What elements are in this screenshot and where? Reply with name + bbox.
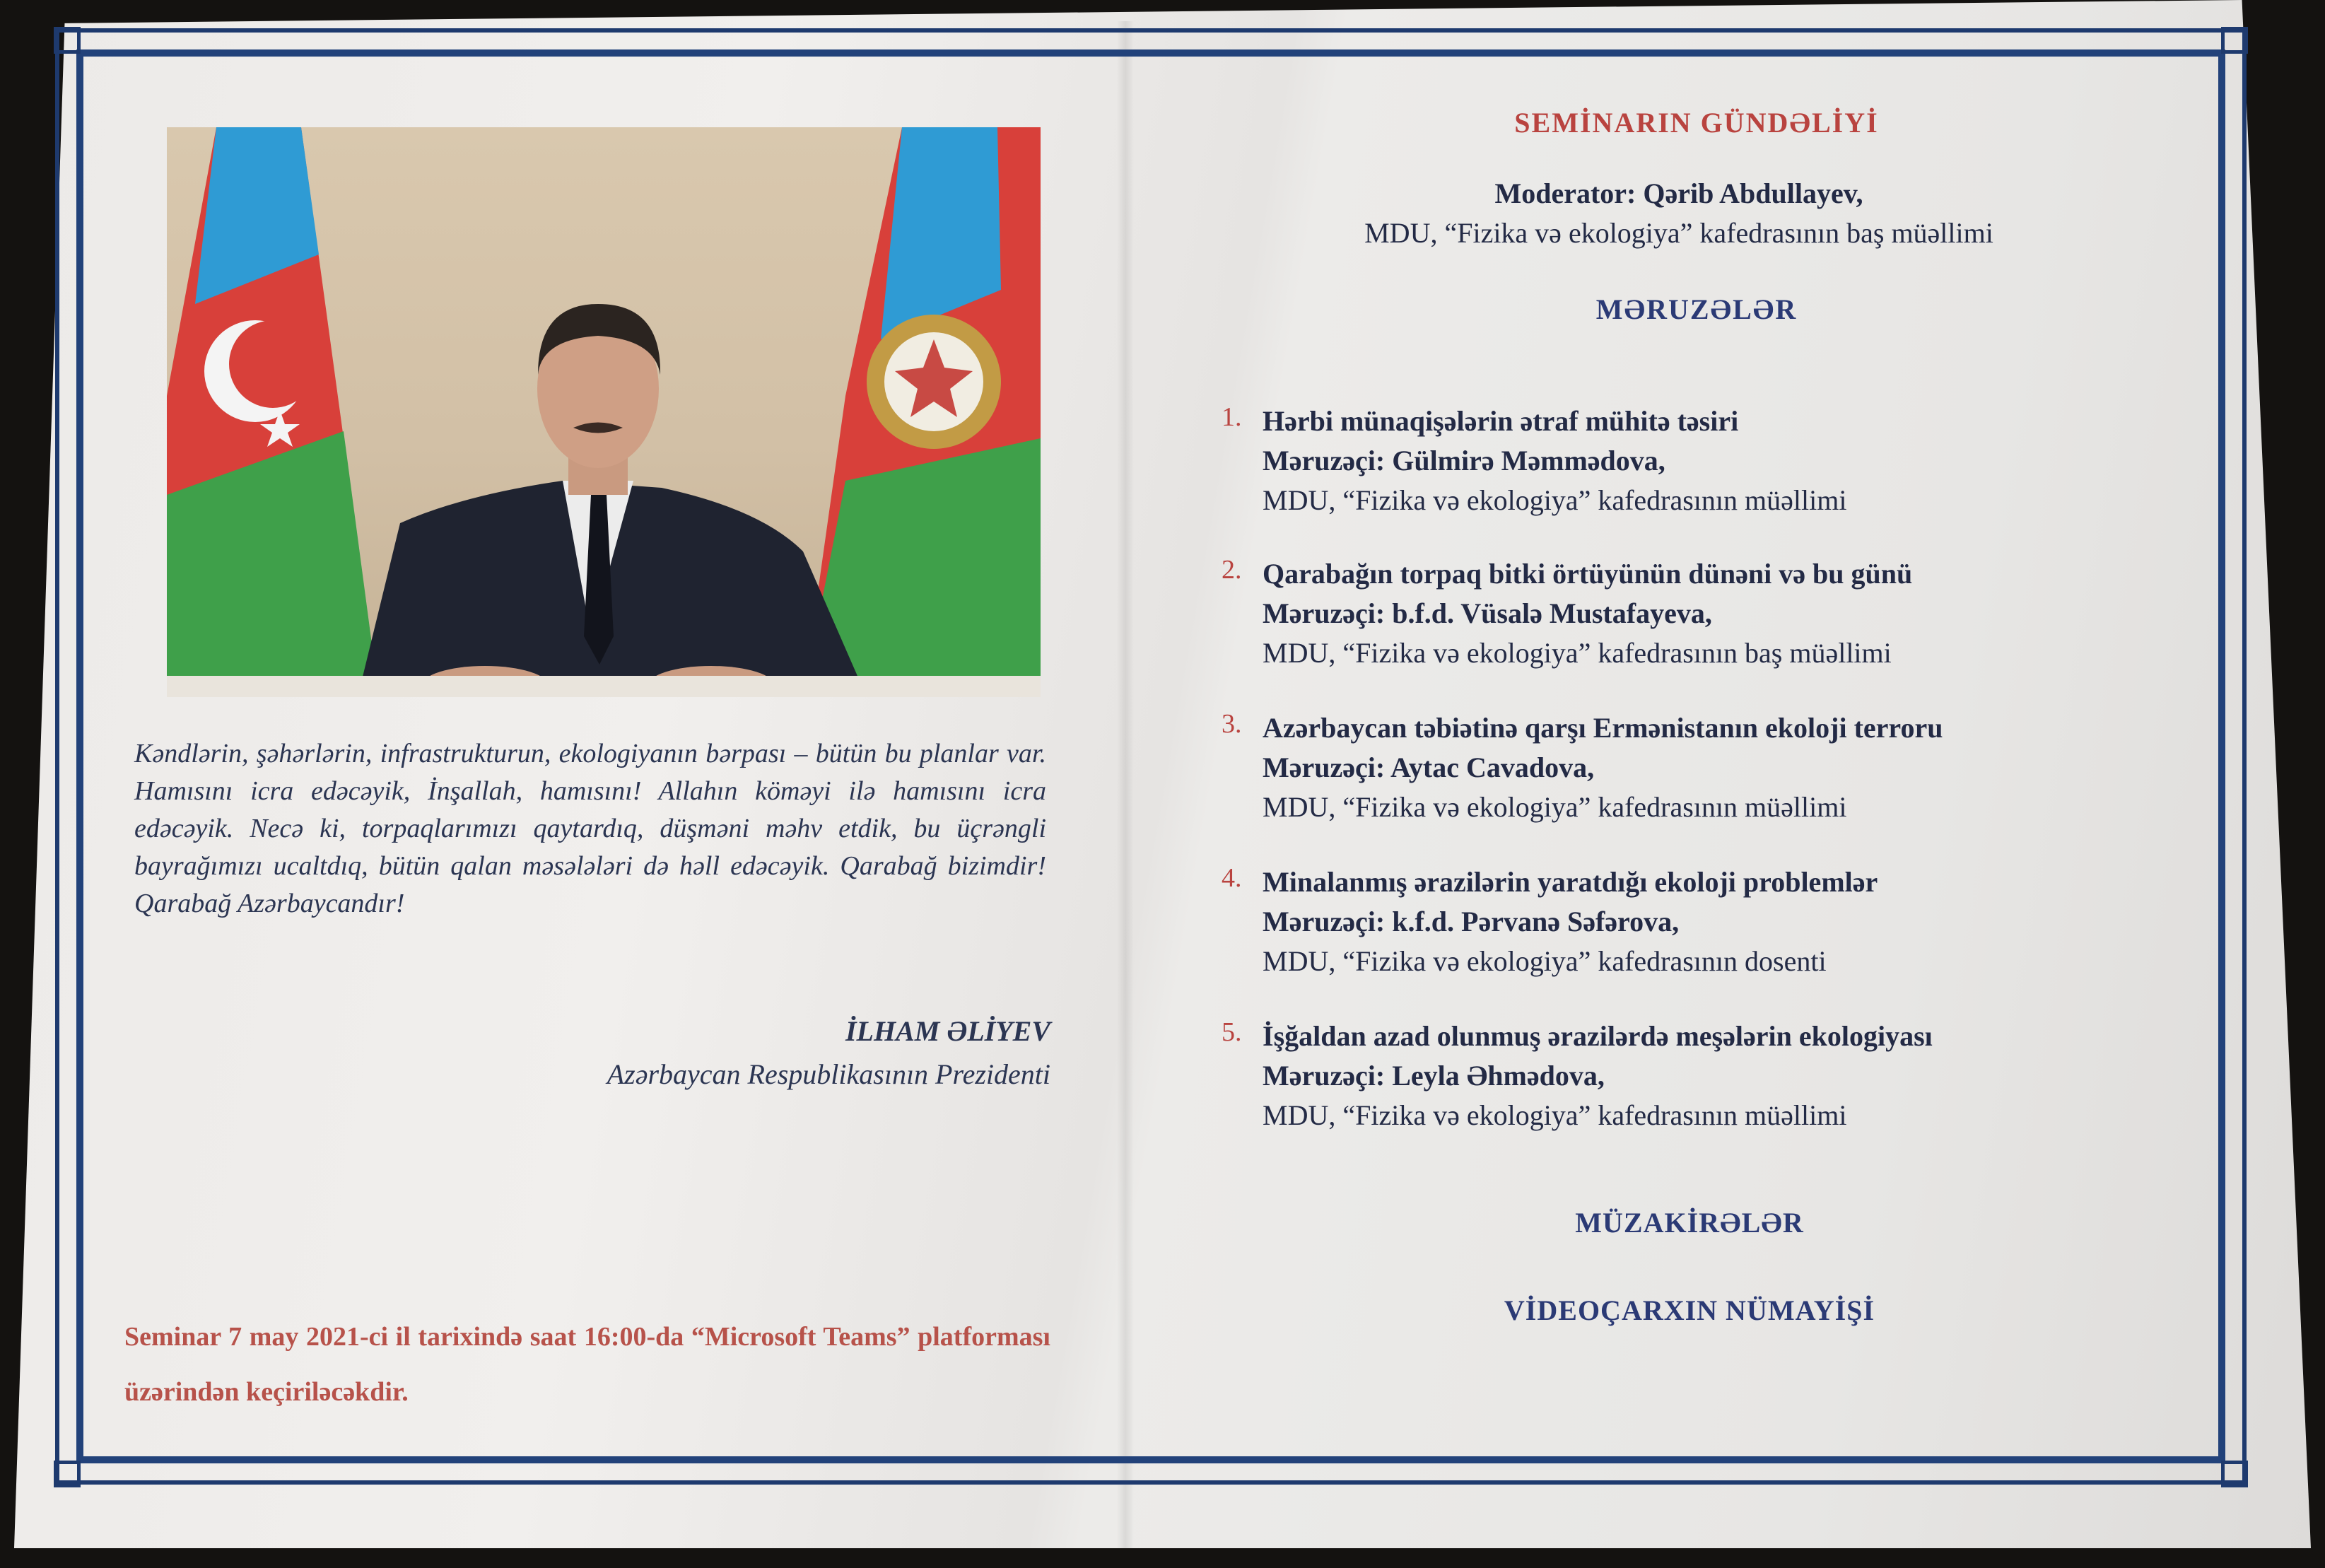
seminar-notice: Seminar 7 may 2021-ci il tarixində saat 16:00-da “Microsoft Teams” platforması üzərindən keçiriləcəkdir. [124,1322,1050,1407]
report-number: 5. [1222,1017,1242,1047]
corner-ornament-bottom-left [54,1461,81,1487]
president-quote: Kəndlərin, şəhərlərin, infrastrukturun, ekologiyanın bərpası – bütün bu planlar var. Hamısını icra edəcəyik, İnşallah, hamısını! Allahın köməyi ilə hamısını icra edəcəyik. Necə ki, torpaqlarımızı qaytardıq, düşməni məhv etdik, bu üçrəngli bayrağımızı ucaltdıq, bütün qalan məsələləri də həll edəcəyik. Qarabağ bizimdir! Qarabağ Azərbaycandır! [134,739,1046,918]
report-speaker: Məruzəçi: Gülmirə Məmmədova, [1263,445,1665,476]
report-item [1222,402,2140,520]
report-affiliation: MDU, “Fizika və ekologiya” kafedrasının dosenti [1263,945,1827,977]
signature-name: İLHAM ƏLİYEV [845,1015,1050,1047]
report-affiliation: MDU, “Fizika və ekologiya” kafedrasının müəllimi [1263,484,1847,516]
report-title: İşğaldan azad olunmuş ərazilərdə meşələrin ekologiyası [1263,1020,1933,1052]
report-item [1222,708,2140,827]
report-title: Azərbaycan təbiətinə qarşı Ermənistanın ekoloji terroru [1263,712,1943,744]
president-portrait-photo [167,127,1041,697]
report-number: 2. [1222,555,1242,585]
discussion-heading: MÜZAKİRƏLƏR [1575,1207,1804,1239]
report-number: 4. [1222,863,1242,893]
report-affiliation: MDU, “Fizika və ekologiya” kafedrasının müəllimi [1263,791,1847,823]
report-title: Hərbi münaqişələrin ətraf mühitə təsiri [1263,405,1739,437]
moderator-label: Moderator: Qərib Abdullayev, [1494,177,1863,209]
report-speaker: Məruzəçi: k.f.d. Pərvanə Səfərova, [1263,906,1680,937]
video-heading: VİDEOÇARXIN NÜMAYİŞİ [1504,1294,1875,1326]
agenda-title: SEMİNARIN GÜNDƏLİYİ [1514,107,1879,139]
report-number: 3. [1222,709,1242,739]
signature-title: Azərbaycan Respublikasının Prezidenti [607,1058,1050,1090]
report-item [1222,862,2140,981]
report-speaker: Məruzəçi: b.f.d. Vüsalə Mustafayeva, [1263,597,1712,629]
corner-ornament-top-right [2221,27,2248,54]
report-title: Minalanmış ərazilərin yaratdığı ekoloji problemlər [1263,866,1878,898]
report-title: Qarabağın torpaq bitki örtüyünün dünəni və bu günü [1263,558,1913,590]
report-affiliation: MDU, “Fizika və ekologiya” kafedrasının müəllimi [1263,1099,1847,1131]
report-speaker: Məruzəçi: Aytac Cavadova, [1263,751,1595,783]
report-number: 1. [1222,402,1242,432]
report-item [1222,554,2140,673]
right-flag [803,127,1041,697]
desk-edge [167,676,1041,697]
moderator-block [1244,174,2114,253]
corner-ornament-top-left [54,27,81,54]
moderator-affiliation: MDU, “Fizika və ekologiya” kafedrasının baş müəllimi [1364,217,1993,249]
portrait-illustration [167,127,1041,697]
left-flag [167,127,379,697]
corner-ornament-bottom-right [2221,1461,2248,1487]
report-item [1222,1017,2140,1135]
report-speaker: Məruzəçi: Leyla Əhmədova, [1263,1060,1605,1092]
reports-heading: MƏRUZƏLƏR [1595,293,1798,325]
report-affiliation: MDU, “Fizika və ekologiya” kafedrasının baş müəllimi [1263,637,1892,669]
man-figure [358,304,867,697]
